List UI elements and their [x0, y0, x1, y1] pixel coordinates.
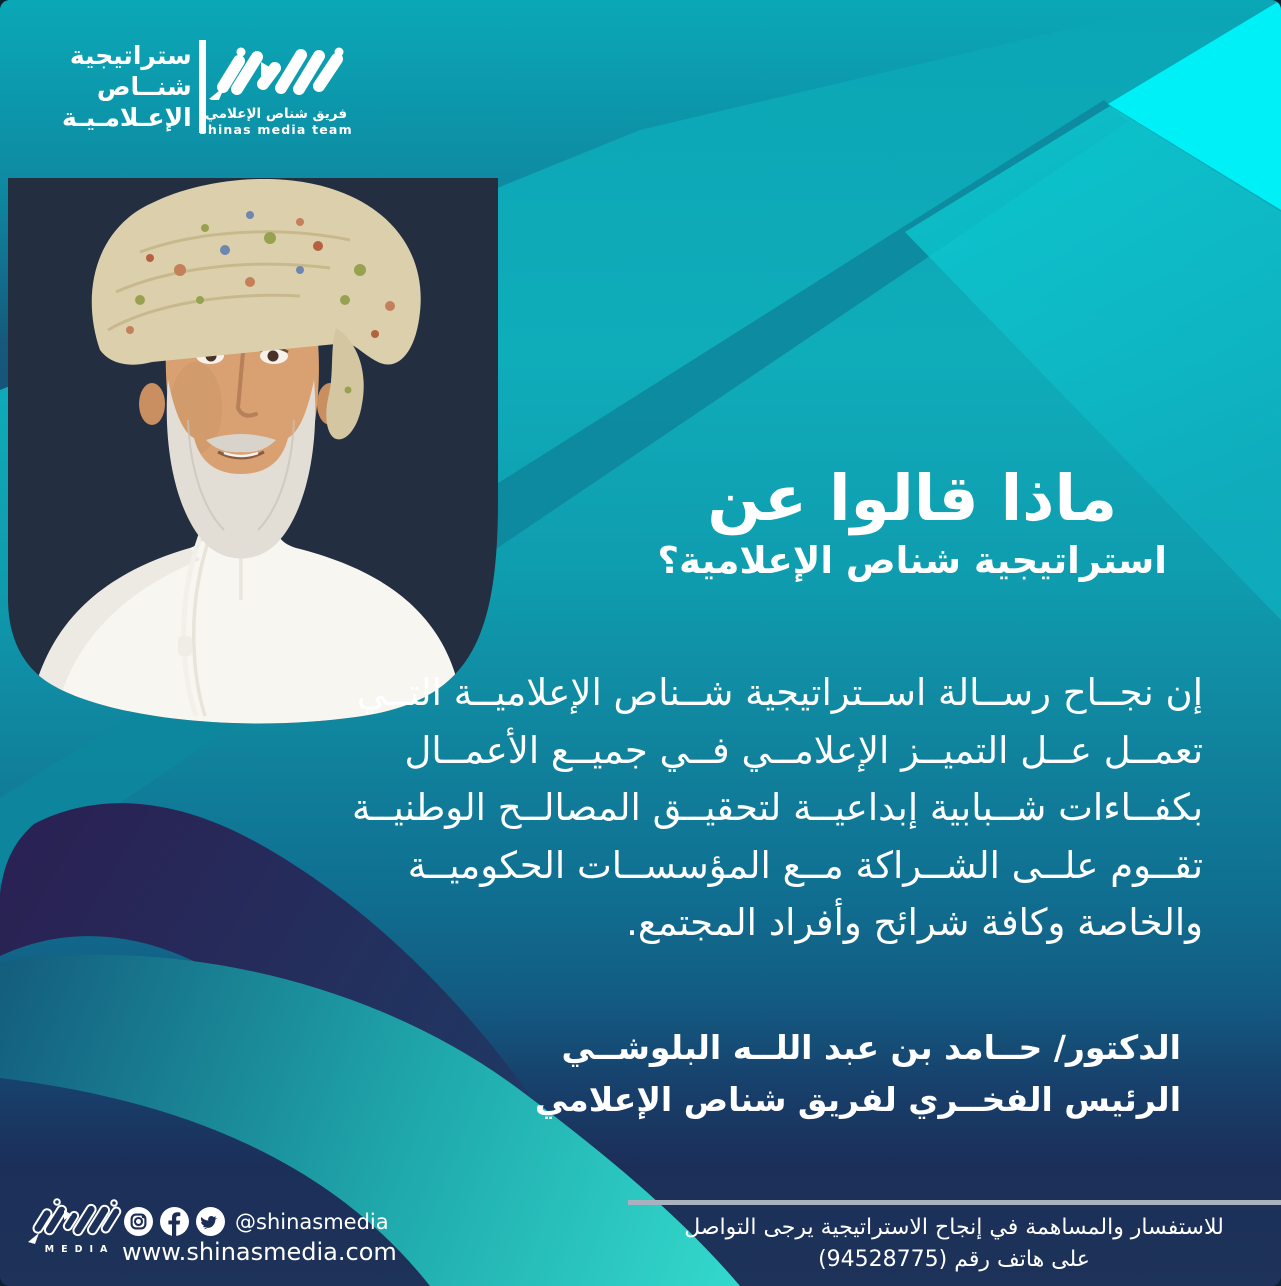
contact-info [648, 1212, 1260, 1276]
team-logo-arabic: فريق شناص الإعلامي [204, 106, 348, 122]
heading-line2: استراتيجية شناص الإعلامية؟ [657, 539, 1167, 582]
social-icons-row [124, 1207, 389, 1236]
strategy-logo [62, 40, 216, 133]
footer-logo-outline [26, 1198, 122, 1244]
quote-line: بكفــاءات شــبابية إبداعيــة لتحقيــق المصالــح الوطنيــة [351, 786, 1203, 829]
quote-text [352, 664, 1203, 952]
shinas-logo-mark [201, 42, 351, 100]
footer-logo-media-word: MEDIA [44, 1244, 115, 1255]
heading [657, 462, 1167, 586]
heading-line1: ماذا قالوا عن [707, 462, 1118, 535]
quote-line: والخاصة وكافة شرائح وأفراد المجتمع. [626, 901, 1203, 944]
quote-line: تعمــل عــل التميــز الإعلامــي فــي جميــع الأعمــال [404, 728, 1203, 772]
team-logo [196, 42, 356, 137]
quote-line: إن نجــاح رســالة اســتراتيجية شــناص الإعلاميــة التــي [356, 671, 1203, 714]
strategy-logo-text [62, 40, 192, 133]
attribution-title: الرئيس الفخــري لفريق شناص الإعلامي [534, 1080, 1181, 1119]
attribution-name: الدكتور/ حــامد بن عبد اللــه البلوشــي [561, 1028, 1181, 1067]
strategy-logo-word1: ستراتيجية [69, 41, 192, 70]
website-link[interactable]: www.shinasmedia.com [122, 1238, 397, 1266]
team-logo-english: shinas media team [199, 122, 353, 137]
strategy-logo-word2: شنــاص [96, 72, 192, 101]
instagram-icon[interactable] [124, 1207, 153, 1236]
twitter-icon[interactable] [196, 1207, 225, 1236]
social-handle[interactable]: @shinasmedia [235, 1209, 389, 1234]
contact-line2[interactable]: على هاتف رقم (94528775) [818, 1247, 1090, 1272]
attribution [535, 1022, 1181, 1126]
strategy-logo-word3: الإعـلامـيـة [62, 103, 192, 132]
contact-line1: للاستفسار والمساهمة في إنجاح الاستراتيجية يرجى التواصل [684, 1215, 1224, 1240]
facebook-icon[interactable] [160, 1207, 189, 1236]
quote-line: تقــوم علــى الشــراكة مــع المؤسســات الحكوميــة [407, 843, 1203, 887]
footer-divider-line [628, 1200, 1281, 1205]
